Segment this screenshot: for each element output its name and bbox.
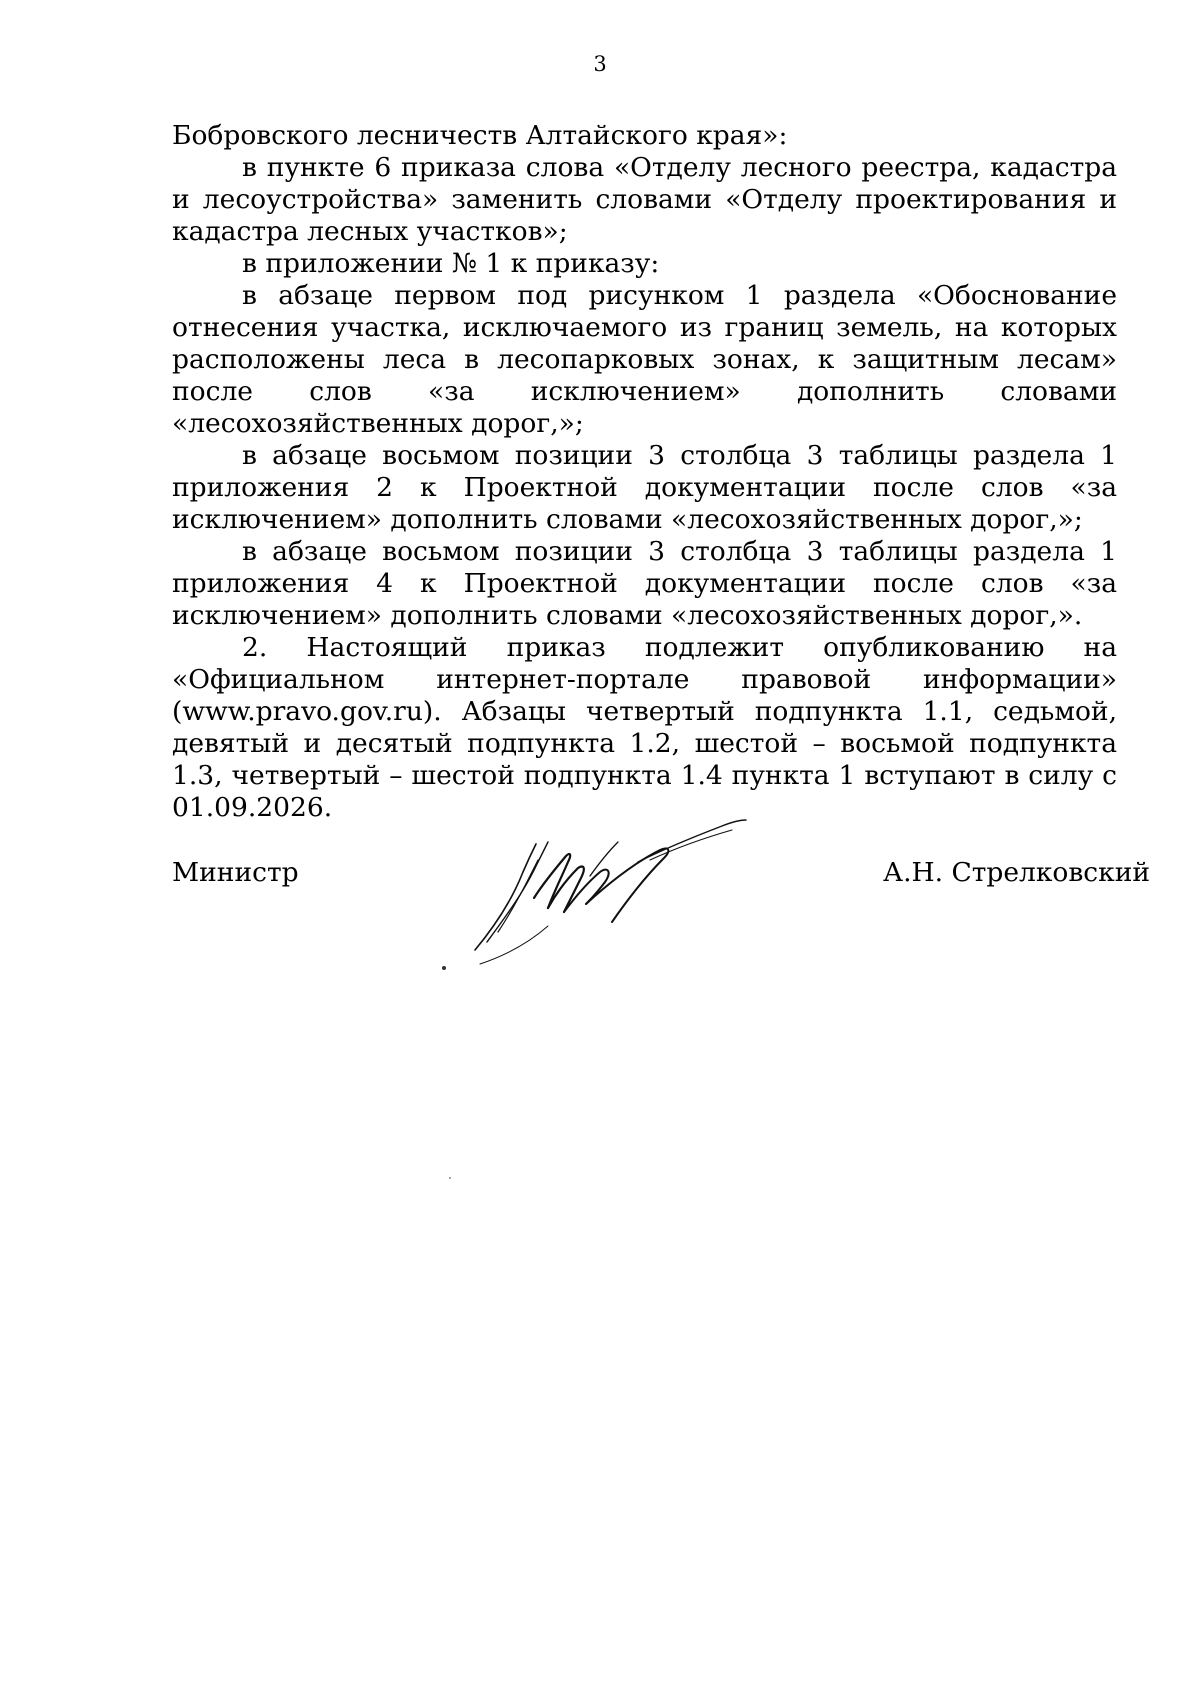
paragraph-point-6-amendment: в пункте 6 приказа слова «Отделу лесного реестра, кадастра и лесоустройства» заменить словами «Отделу проектирования и кадастра лесных участков»;: [172, 152, 1117, 247]
paragraph-appendix-1-heading: в приложении № 1 к приказу:: [242, 248, 660, 279]
paragraph-appendix-2-amendment: в абзаце восьмом позиции 3 столбца 3 таблицы раздела 1 приложения 2 к Проектной документации после слов «за исключением» дополнить словами «лесохозяйственных дорог,»;: [172, 440, 1117, 535]
signature-dot: [442, 966, 446, 970]
paragraph-figure-1-amendment: в абзаце первом под рисунком 1 раздела «Обоснование отнесения участка, исключаемого из границ земель, на которых расположены леса в лесопарковых зонах, к защитным лесам» после слов «за исключением» дополнить словами «лесохозяйственных дорог,»;: [172, 280, 1117, 439]
paragraph-continuation: Бобровского лесничеств Алтайского края»:: [172, 120, 788, 151]
handwritten-signature: [440, 818, 780, 980]
document-body: [172, 120, 1117, 824]
paragraph-appendix-4-amendment: в абзаце восьмом позиции 3 столбца 3 таблицы раздела 1 приложения 4 к Проектной документации после слов «за исключением» дополнить словами «лесохозяйственных дорог,».: [172, 536, 1117, 631]
signature-role: Министр: [172, 857, 299, 888]
signature-name: А.Н. Стрелковский: [883, 857, 1151, 888]
scan-speck: [449, 1177, 451, 1179]
paragraph-publication-clause: 2. Настоящий приказ подлежит опубликованию на «Официальном интернет-портале правовой информации» (www.pravo.gov.ru). Абзацы четвертый подпункта 1.1, седьмой, девятый и десятый подпункта 1.2, шестой – восьмой подпункта 1.3, четвертый – шестой подпункта 1.4 пункта 1 вступают в силу с 01.09.2026.: [172, 632, 1117, 823]
page-number: 3: [593, 52, 607, 76]
